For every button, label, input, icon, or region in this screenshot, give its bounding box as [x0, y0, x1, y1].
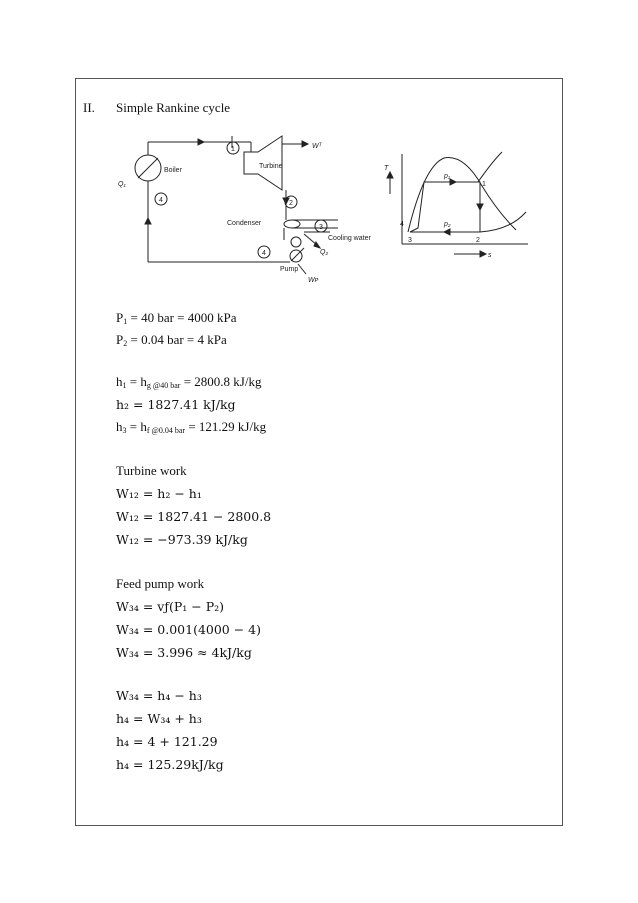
p1-isobar-label: p₁	[444, 173, 451, 180]
wp-label: Wᴘ	[308, 277, 319, 284]
condenser-label: Condenser	[227, 220, 262, 227]
turbine-work-line-3: W₁₂ = −973.39 kJ/kg	[116, 532, 248, 547]
boiler-label: Boiler	[164, 167, 182, 174]
q1-label: Q₁	[118, 181, 126, 188]
h4-line-2: h₄ = W₃₄ + h₃	[116, 711, 202, 726]
pump-work-line-3: W₃₄ = 3.996 ≈ 4kJ/kg	[116, 645, 252, 660]
ts-diagram	[378, 148, 538, 260]
pump-label: Pump	[280, 266, 299, 273]
q2-label: Q₂	[320, 249, 329, 256]
pump-work-line-1: W₃₄ = vƒ(P₁ − P₂)	[116, 599, 224, 614]
ts-point-1: 1	[482, 181, 486, 188]
enthalpy-h2: h₂ = 1827.41 kJ/kg	[116, 397, 236, 412]
s-axis-label: s	[488, 252, 492, 259]
turbine-work-line-1: W₁₂ = h₂ − h₁	[116, 486, 202, 501]
ts-point-2: 2	[476, 237, 480, 244]
section-number: II.	[83, 100, 95, 115]
pump-work-heading: Feed pump work	[116, 576, 205, 591]
turbine-work-line-2: W₁₂ = 1827.41 − 2800.8	[116, 509, 272, 524]
enthalpy-h1: $h_1 = h_{g @40 bar} = 2800.8$ kJ/kg	[116, 374, 262, 390]
given-p1: $P_1 = 40$ bar = 4000 kPa	[116, 310, 237, 326]
given-p2: $P_2 = 0.04$ bar = 4 kPa	[116, 332, 227, 348]
ts-point-4: 4	[400, 221, 404, 228]
h4-line-4: h₄ = 125.29kJ/kg	[116, 757, 224, 772]
section-title: Simple Rankine cycle	[116, 100, 231, 115]
state-2-label: 2	[289, 200, 293, 207]
turbine-work-heading: Turbine work	[116, 463, 187, 478]
state-4-label: 4	[159, 197, 163, 204]
state-3-label: 3	[319, 224, 323, 231]
turbine-label: Turbine	[259, 163, 283, 170]
state-4b-label: 4	[262, 250, 266, 257]
state-1-label: 1	[231, 146, 235, 153]
enthalpy-h3: $h_3 = h_{f @0.04 bar} = 121.29$ kJ/kg	[116, 419, 267, 435]
t-axis-label: T	[384, 165, 389, 172]
cooling-water-label: Cooling water	[328, 235, 371, 242]
p2-isobar-label: p₂	[444, 221, 451, 228]
rankine-schematic	[108, 128, 371, 290]
h4-line-1: W₃₄ = h₄ − h₃	[116, 688, 202, 703]
wt-label: Wᵀ	[312, 143, 322, 150]
h4-line-3: h₄ = 4 + 121.29	[116, 734, 218, 749]
ts-point-3: 3	[408, 237, 412, 244]
pump-work-line-2: W₃₄ = 0.001(4000 − 4)	[116, 622, 262, 637]
